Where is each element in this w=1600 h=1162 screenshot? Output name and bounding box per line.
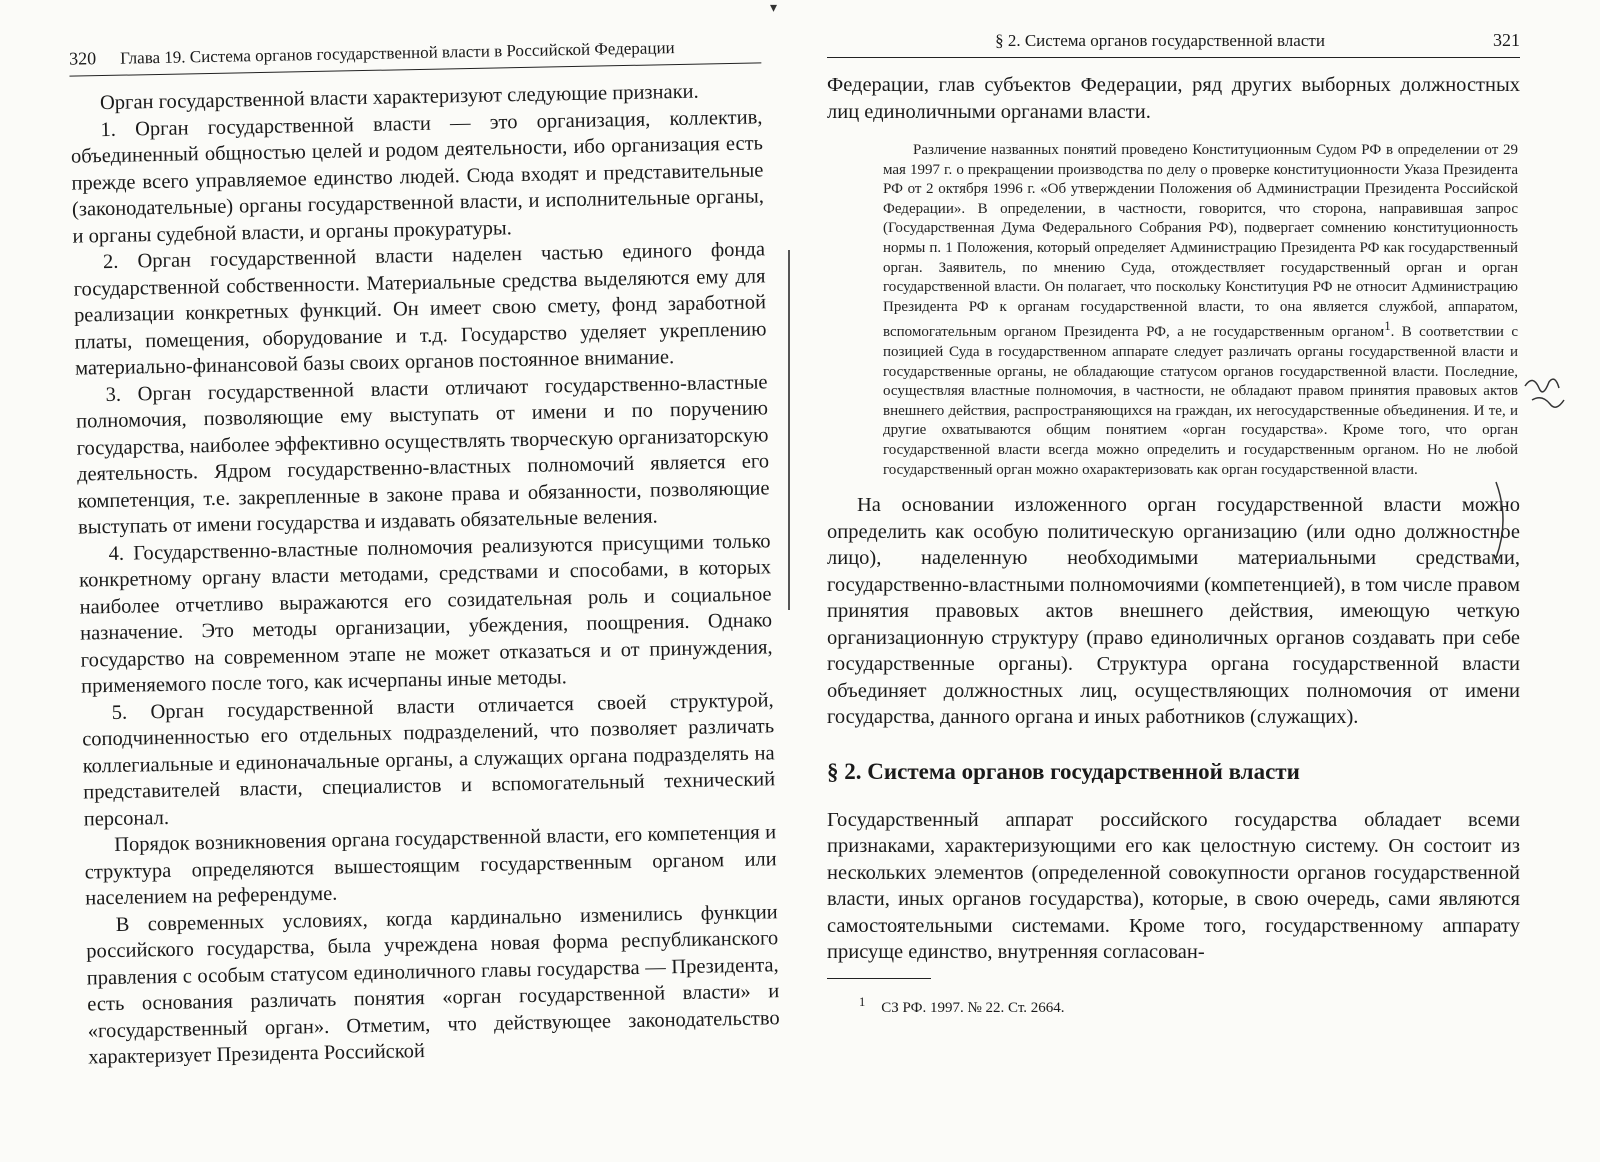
page-number-right: 321 [1493, 30, 1520, 50]
commentary-text: Различение названных понятий проведено Конституционным Судом РФ в определении от 29 мая 1997 г. о прекращении производства по делу о проверке конституционности Указа Президента РФ от 2 октября 1996 г. «Об утверждении Положения об Администрации Президента Российской Федерации». В определении, в частности, говорится, что сторона, направившая запрос (Государственная Дума Федерального Собрания РФ), подвергает сомнению конституционность нормы п. 1 Положения, который определяет Администрацию Президента РФ как государственный орган. Заявитель, по мнению Суда, отождествляет государственный орган и орган государственной власти. Он полагает, что поскольку Конституция РФ не относит Администрацию Президента РФ к органам государственной власти, то она является службой, аппаратом, вспомогательным органом Президента РФ, а не государственным органом [883, 142, 1518, 341]
section-heading: § 2. Система органов государственной власти [827, 758, 1300, 784]
footnote-text: СЗ РФ. 1997. № 22. Ст. 2664. [881, 999, 1065, 1016]
right-page-body [827, 72, 1520, 125]
commentary-text-cont: . В соответствии с позицией Суда в государственном аппарате следует различать органы государственной власти и государственные органы, не обладающие статусом органов государственной власти. Последние, осуществляя властные полномочия, в частности, не обладают правом принятия правовых актов внешнего действия, распространяющихся на граждан, их негосударственные объединения. И те, и другие охватываются общим понятием «орган государства». Кроме того, что орган государственной власти всегда можно определить и государственным органом. Но не любой государственный орган можно охарактеризовать как орган государственной власти. [883, 324, 1518, 478]
paragraph: 1. Орган государственной власти — это организация, коллектив, объединенный общностью целей и родом деятельности, ибо организация есть прежде всего управляемое единство людей. Сюда входят и представительные (законодательные) органы государственной власти, и исполнительные органы, и органы судебной власти, и органы прокуратуры. [70, 105, 765, 248]
paragraph: Федерации, глав субъектов Федерации, ряд других выборных должностных лиц единоличными органами власти. [827, 74, 1520, 123]
footnote [859, 995, 1520, 1017]
footnote-rule [827, 978, 931, 979]
paragraph: В современных условиях, когда кардинально изменились функции российского государства, была учреждена новая форма республиканского правления с особым статусом единоличного главы государства — Президента, есть основания различать понятия «орган государственной власти» и «государственный орган». Отметим, что действующее законодательство характеризует Президента Российской [86, 900, 780, 1069]
paragraph: На основании изложенного орган государственной власти можно определить как особую политическую организацию (или одно должностное лицо), наделенную необходимыми материальными средствами, государственно-властными полномочиями (компетенцией), в том числе правом принятия правовых актов внешнего действия, имеющую четкую организационную структуру (право единоличных органов создавать при себе государственные органы). Структура органа государственной власти объединяет должностных лиц, осуществляющих полномочия от имени государства, данного органа и иных работников (служащих). [827, 494, 1520, 729]
paragraph: 3. Орган государственной власти отличают государственно-властные полномочия, позволяющие ему выступать от имени и по поручению государства, наиболее эффективно осуществлять творческую организаторскую деятельность. Ядром государственно-властных полномочий является его компетенция, т.е. закрепленные в законе права и обязанности, позволяющие выступать от имени государства и издавать обязательные веления. [75, 370, 770, 539]
footnote-number: 1 [859, 994, 866, 1009]
section-header-title: § 2. Система органов государственной власти [995, 31, 1325, 50]
page-number-left: 320 [68, 48, 97, 69]
paragraph: Порядок возникновения органа государственной власти, его компетенция и структура определяются вышестоящим государственным органом или населением на референдуме. [84, 821, 777, 910]
paragraph: 5. Орган государственной власти отличается своей структурой, соподчиненностью его отдельных подразделений, что позволяет различать коллегиальные и единоначальные органы, а служащих органа подразделять на представителей власти, специалистов и вспомогательный технический персонал. [82, 688, 776, 831]
left-page-body [70, 77, 781, 1071]
paragraph: 4. Государственно-властные полномочия реализуются присущими только конкретному органу власти методами, средствами и способами, в которых наиболее отчетливо выражаются его созидательная роль и социальное назначение. Это методы организации, убеждения, поощрения. Однако государство на современном этапе не может отказаться и от принуждения, применяемого после того, как исчерпаны иные методы. [78, 529, 773, 698]
footnote-ref: 1 [1384, 319, 1391, 334]
paragraph: Орган государственной власти характеризуют следующие признаки. [99, 80, 699, 115]
margin-bracket-icon [1490, 480, 1514, 560]
left-page-header [69, 35, 761, 76]
paragraph: Государственный аппарат российского государства обладает всеми признаками, характеризующими его как целостную систему. Он состоит из нескольких элементов (определенной совокупности органов государственной власти, иных органов государства), которые, в свою очередь, сами являются самостоятельными системами. Кроме того, государственному аппарату присуще единство, внутренняя согласован- [827, 808, 1520, 964]
section-body [827, 807, 1520, 966]
chapter-title: Глава 19. Система органов государственной власти в Российской Федерации [119, 38, 675, 68]
handwritten-note-icon [1520, 366, 1580, 426]
right-page [815, 0, 1600, 1162]
commentary-block [883, 141, 1518, 480]
paragraph: 2. Орган государственной власти наделен частью единого фонда государственной собственности. Материальные средства выделяются ему для реализации конкретных функций. Он имеет свою смету, фонд заработной платы, помещения, оборудование и т.д. Государство уделяет укреплению материально-финансовой базы своих органов постоянное внимание. [73, 238, 767, 380]
right-page-body-2 [827, 492, 1520, 731]
binding-mark: ▾ [770, 1, 778, 16]
right-page-header [827, 30, 1520, 58]
